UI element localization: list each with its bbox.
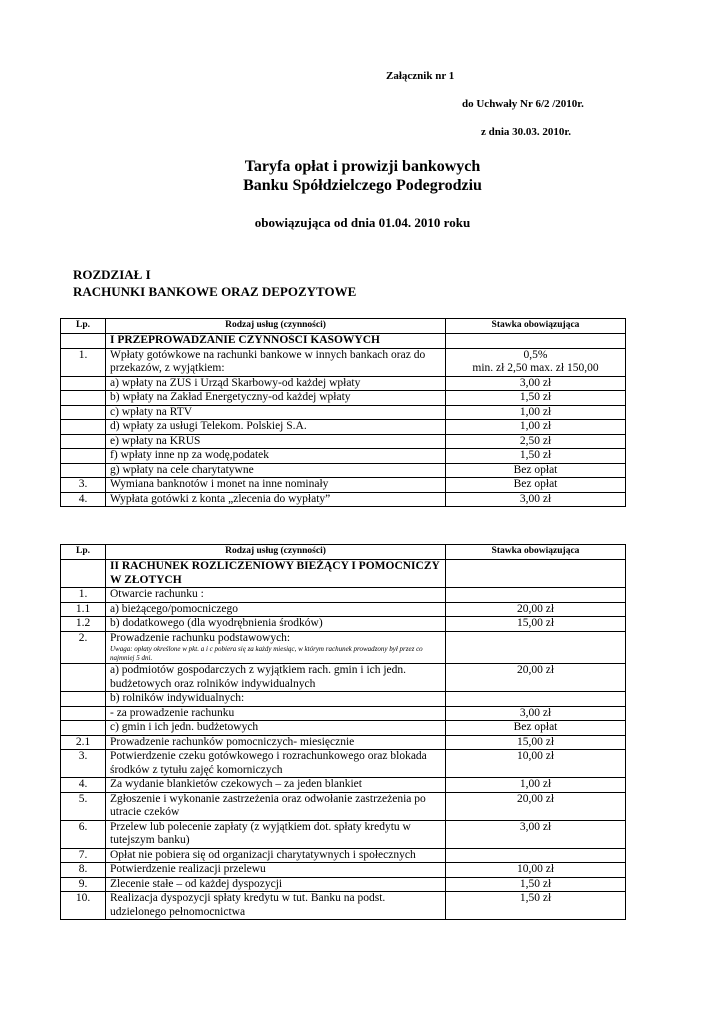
row-rate: 15,00 zł (446, 735, 626, 750)
annex-label: Załącznik nr 1 (386, 70, 455, 82)
row-lp: 3. (61, 750, 106, 778)
table-row (61, 478, 626, 493)
tariff-table-accounts (60, 544, 626, 920)
section-title: II RACHUNEK ROZLICZENIOWY BIEŻĄCY I POMOCNICZY W ZŁOTYCH (106, 560, 446, 588)
row-rate: 1,00 zł (446, 778, 626, 793)
table-row (61, 617, 626, 632)
row-lp: 1. (61, 348, 106, 376)
col-lp-header: Lp. (61, 319, 106, 334)
row-desc-text: Prowadzenie rachunku podstawowych: (110, 631, 291, 644)
col-service-header: Rodzaj usług (czynności) (106, 545, 446, 560)
table-row (61, 820, 626, 848)
row-desc: a) bieżącego/pomocniczego (106, 602, 446, 617)
row-rate: 10,00 zł (446, 863, 626, 878)
row-desc: Przelew lub polecenie zapłaty (z wyjątkiem dot. spłaty kredytu w tutejszym banku) (106, 820, 446, 848)
table-header-row (61, 545, 626, 560)
section-row (61, 334, 626, 349)
row-desc: - za prowadzenie rachunku (106, 706, 446, 721)
row-desc: c) gmin i ich jedn. budżetowych (106, 721, 446, 736)
row-desc (106, 631, 446, 664)
row-rate: 1,00 zł (446, 420, 626, 435)
row-rate (446, 631, 626, 664)
row-desc: a) wpłaty na ZUS i Urząd Skarbowy-od każdej wpłaty (106, 376, 446, 391)
row-lp: 5. (61, 792, 106, 820)
row-desc: Otwarcie rachunku : (106, 588, 446, 603)
row-desc: a) podmiotów gospodarczych z wyjątkiem rach. gmin i ich jedn. budżetowych oraz rolników indywidualnych (106, 664, 446, 692)
row-rate: 3,00 zł (446, 706, 626, 721)
row-desc: Zlecenie stałe – od każdej dyspozycji (106, 877, 446, 892)
row-rate: 20,00 zł (446, 602, 626, 617)
row-rate: Bez opłat (446, 478, 626, 493)
table-row (61, 463, 626, 478)
row-lp: 1.2 (61, 617, 106, 632)
row-rate: Bez opłat (446, 463, 626, 478)
chapter-number: ROZDZIAŁ I (73, 267, 151, 282)
row-rate: 20,00 zł (446, 792, 626, 820)
row-desc: b) wpłaty na Zakład Energetyczny-od każdej wpłaty (106, 391, 446, 406)
table-row (61, 376, 626, 391)
row-lp: 2.1 (61, 735, 106, 750)
table-row (61, 449, 626, 464)
row-lp: 2. (61, 631, 106, 664)
section-row (61, 560, 626, 588)
table-row (61, 492, 626, 507)
row-lp: 3. (61, 478, 106, 493)
col-rate-header: Stawka obowiązująca (446, 319, 626, 334)
row-rate: 2,50 zł (446, 434, 626, 449)
table-row (61, 863, 626, 878)
row-desc: Wypłata gotówki z konta „zlecenia do wypłaty” (106, 492, 446, 507)
row-desc: e) wpłaty na KRUS (106, 434, 446, 449)
row-rate (446, 692, 626, 707)
rate-percent: 0,5% (523, 348, 548, 361)
row-desc: Opłat nie pobiera się od organizacji charytatywnych i społecznych (106, 848, 446, 863)
resolution-date: z dnia 30.03. 2010r. (481, 126, 572, 138)
row-desc: Za wydanie blankietów czekowych – za jeden blankiet (106, 778, 446, 793)
row-rate (446, 588, 626, 603)
table-row (61, 750, 626, 778)
row-desc: Potwierdzenie czeku gotówkowego i rozrachunkowego oraz blokada środków z tytułu zajęć komorniczych (106, 750, 446, 778)
table-row (61, 434, 626, 449)
row-desc: g) wpłaty na cele charytatywne (106, 463, 446, 478)
col-rate-header: Stawka obowiązująca (446, 545, 626, 560)
row-rate: 10,00 zł (446, 750, 626, 778)
row-lp: 1.1 (61, 602, 106, 617)
rate-range: min. zł 2,50 max. zł 150,00 (472, 362, 599, 374)
table-row (61, 706, 626, 721)
row-lp: 4. (61, 778, 106, 793)
row-desc: c) wpłaty na RTV (106, 405, 446, 420)
table-header-row (61, 319, 626, 334)
row-desc: Zgłoszenie i wykonanie zastrzeżenia oraz odwołanie zastrzeżenia po utracie czeków (106, 792, 446, 820)
row-rate: 20,00 zł (446, 664, 626, 692)
document-title-line1: Taryfa opłat i prowizji bankowych (244, 158, 481, 175)
row-note: Uwaga: opłaty określone w pkt. a i c pobiera się za każdy miesiąc, w którym rachunek prowadzony był przez co najmniej 5 dni. (110, 645, 423, 662)
row-rate (446, 848, 626, 863)
row-rate: 1,50 zł (446, 877, 626, 892)
col-lp-header: Lp. (61, 545, 106, 560)
chapter-name: RACHUNKI BANKOWE ORAZ DEPOZYTOWE (73, 284, 357, 299)
table-row (61, 848, 626, 863)
row-rate: 1,50 zł (446, 892, 626, 920)
row-lp: 6. (61, 820, 106, 848)
row-lp: 10. (61, 892, 106, 920)
table-row (61, 778, 626, 793)
row-rate: 1,00 zł (446, 405, 626, 420)
row-desc: Prowadzenie rachunków pomocniczych- miesięcznie (106, 735, 446, 750)
table-row (61, 602, 626, 617)
table-row (61, 588, 626, 603)
row-desc: f) wpłaty inne np za wodę,podatek (106, 449, 446, 464)
effective-date: obowiązująca od dnia 01.04. 2010 roku (254, 215, 471, 230)
table-row (61, 420, 626, 435)
row-rate (446, 348, 626, 376)
row-lp: 8. (61, 863, 106, 878)
row-rate: 1,50 zł (446, 391, 626, 406)
table-row (61, 735, 626, 750)
tariff-table-cash (60, 318, 626, 507)
table-row (61, 792, 626, 820)
table-row (61, 664, 626, 692)
row-desc: d) wpłaty za usługi Telekom. Polskiej S.A. (106, 420, 446, 435)
row-rate: 3,00 zł (446, 492, 626, 507)
row-rate: 1,50 zł (446, 449, 626, 464)
table-row (61, 631, 626, 664)
row-desc: b) rolników indywidualnych: (106, 692, 446, 707)
row-desc: Realizacja dyspozycji spłaty kredytu w tut. Banku na podst. udzielonego pełnomocnictwa (106, 892, 446, 920)
row-rate: Bez opłat (446, 721, 626, 736)
table-row (61, 692, 626, 707)
row-desc: b) dodatkowego (dla wyodrębnienia środków) (106, 617, 446, 632)
col-service-header: Rodzaj usług (czynności) (106, 319, 446, 334)
table-row (61, 348, 626, 376)
row-lp: 7. (61, 848, 106, 863)
row-lp: 1. (61, 588, 106, 603)
row-desc: Wpłaty gotówkowe na rachunki bankowe w innych bankach oraz do przekazów, z wyjątkiem: (106, 348, 446, 376)
table-row (61, 892, 626, 920)
row-desc: Wymiana banknotów i monet na inne nominały (106, 478, 446, 493)
row-rate: 15,00 zł (446, 617, 626, 632)
row-desc: Potwierdzenie realizacji przelewu (106, 863, 446, 878)
table-row (61, 391, 626, 406)
resolution-label: do Uchwały Nr 6/2 /2010r. (462, 98, 584, 110)
table-row (61, 877, 626, 892)
table-row (61, 405, 626, 420)
section-title: I PRZEPROWADZANIE CZYNNOŚCI KASOWYCH (106, 334, 446, 349)
row-rate: 3,00 zł (446, 820, 626, 848)
row-lp: 4. (61, 492, 106, 507)
table-row (61, 721, 626, 736)
row-lp: 9. (61, 877, 106, 892)
row-rate: 3,00 zł (446, 376, 626, 391)
document-title-line2: Banku Spółdzielczego Podegrodziu (243, 177, 482, 194)
